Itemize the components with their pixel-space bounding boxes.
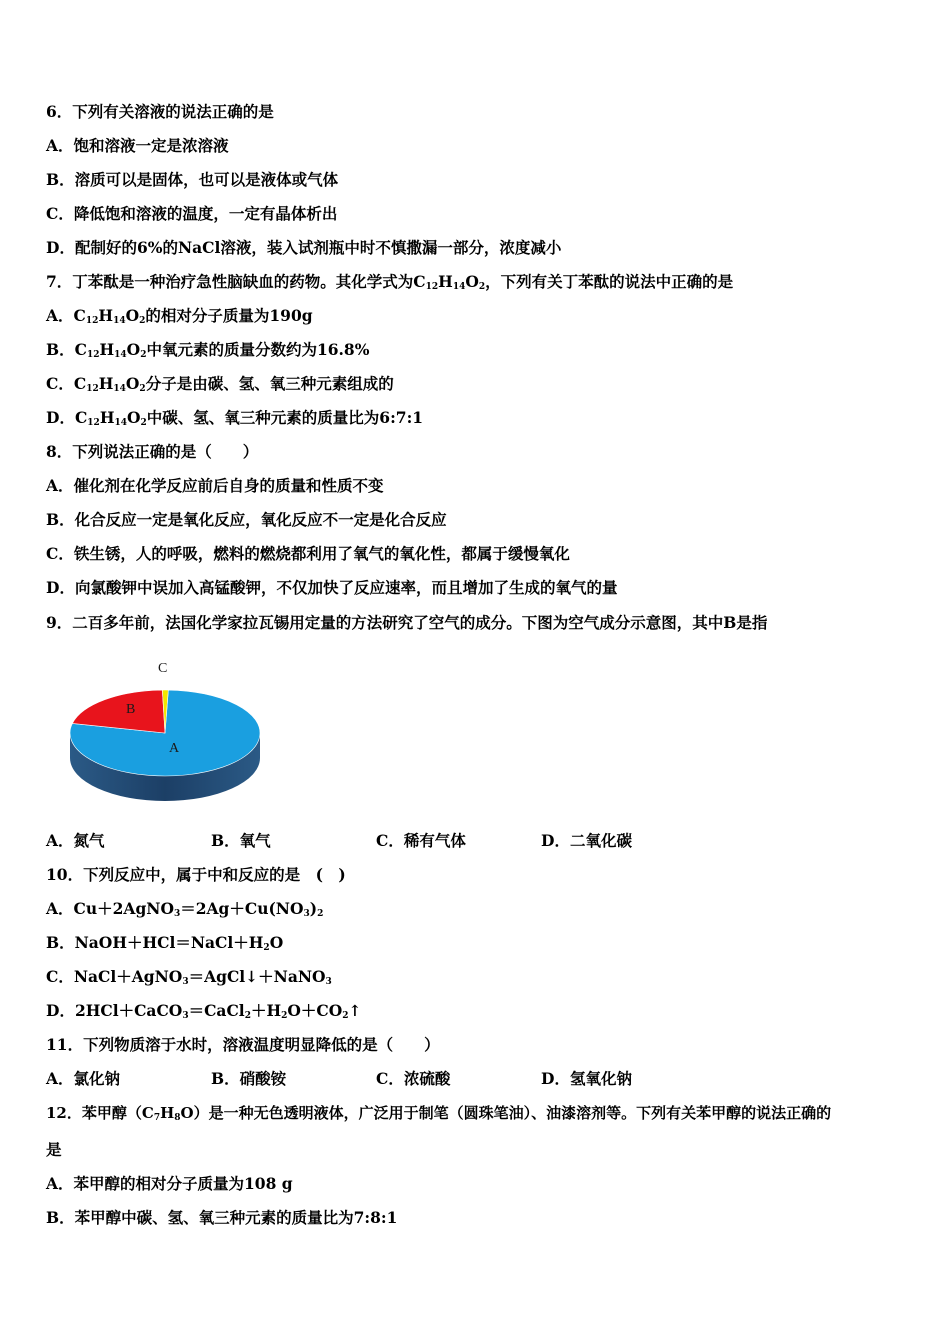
eq-part: ＝AgCl↓＋NaNO: [188, 967, 326, 986]
q8-stem: 8．下列说法正确的是（ ）: [46, 442, 259, 461]
q11-option-c[interactable]: C．浓硫酸: [376, 1069, 451, 1088]
option-label: C．: [46, 374, 74, 393]
eq-part: ＝CaCl: [188, 1001, 245, 1020]
formula-c: C: [73, 306, 86, 325]
q7-option-d[interactable]: [46, 408, 423, 428]
formula-o: O: [125, 306, 140, 325]
formula-o: O: [126, 340, 141, 359]
q8-option-c[interactable]: C．铁生锈，人的呼吸，燃料的燃烧都利用了氧气的氧化性，都属于缓慢氧化: [46, 544, 570, 563]
eq-part: ↑: [348, 1001, 362, 1020]
eq-part: ＝2Ag＋Cu(NO: [180, 899, 304, 918]
q7-stem: [46, 272, 733, 292]
option-text: 的相对分子质量为190g: [145, 306, 313, 325]
formula-h: H: [98, 306, 114, 325]
formula-sub: 12: [85, 316, 99, 326]
q9-option-d[interactable]: D．二氧化碳: [541, 831, 632, 850]
slice-label-a: A: [169, 741, 180, 756]
q11-stem: 11．下列物质溶于水时，溶液温度明显降低的是（ ）: [46, 1035, 440, 1054]
formula-sub: 12: [425, 282, 439, 292]
eq-part: B．NaOH＋HCl＝NaCl＋H: [46, 933, 264, 952]
formula-sub: 14: [114, 350, 127, 360]
formula-sub: 2: [139, 384, 146, 394]
formula-o: O: [465, 272, 479, 291]
option-label: D．: [46, 408, 75, 427]
eq-part: ＋H: [250, 1001, 282, 1020]
q7-stem-post: ，下列有关丁苯酞的说法中正确的是: [485, 272, 734, 291]
formula-sub: 8: [174, 1113, 181, 1123]
q8-option-b[interactable]: B．化合反应一定是氧化反应，氧化反应不一定是化合反应: [46, 510, 447, 529]
formula-sub: 14: [452, 282, 466, 292]
formula-sub: 14: [113, 384, 126, 394]
q12-stem-post: O）是一种无色透明液体，广泛用于制笔（圆珠笔油）、油漆溶剂等。下列有关苯甲醇的说法正确的: [180, 1104, 832, 1122]
formula-c: C: [73, 374, 87, 393]
q10-option-c[interactable]: [46, 967, 332, 987]
q12-stem-pre: 12．苯甲醇（C: [46, 1104, 154, 1122]
formula-sub: 7: [153, 1113, 161, 1123]
eq-part: O＋CO: [287, 1001, 343, 1020]
q12-option-b[interactable]: B．苯甲醇中碳、氢、氧三种元素的质量比为7:8:1: [46, 1208, 398, 1227]
q9-stem: 9．二百多年前，法国化学家拉瓦锡用定量的方法研究了空气的成分。下图为空气成分示意图，其中B是指: [46, 613, 768, 632]
q7-stem-pre: 7．丁苯酞是一种治疗急性脑缺血的药物。其化学式为C: [46, 272, 426, 291]
formula-o: O: [125, 374, 140, 393]
q9-option-a[interactable]: A．氮气: [46, 831, 105, 850]
option-text: 中氧元素的质量分数约为16.8%: [146, 340, 370, 359]
formula-sub: 2: [478, 282, 486, 292]
eq-part: ): [309, 899, 318, 918]
q9-option-c[interactable]: C．稀有气体: [376, 831, 466, 850]
q10-option-d[interactable]: [46, 1001, 362, 1021]
slice-label-c: C: [158, 661, 168, 676]
q10-option-a[interactable]: [46, 899, 323, 919]
formula-sub: 12: [87, 418, 100, 428]
eq-sub: 2: [281, 1011, 288, 1021]
q6-option-b[interactable]: B．溶质可以是固体，也可以是液体或气体: [46, 170, 339, 189]
formula-sub: 14: [114, 418, 128, 428]
formula-sub: 2: [140, 418, 147, 428]
q8-option-d[interactable]: D．向氯酸钾中误加入高锰酸钾，不仅加快了反应速率，而且增加了生成的氧气的量: [46, 578, 618, 597]
eq-sub: 3: [182, 977, 189, 987]
formula-o: O: [127, 408, 141, 427]
option-text: 分子是由碳、氢、氧三种元素组成的: [145, 374, 394, 393]
option-text: 中碳、氢、氧三种元素的质量比为6:7:1: [146, 408, 424, 427]
eq-sub: 2: [263, 943, 270, 953]
q12-stem: [46, 1103, 831, 1123]
q7-option-b[interactable]: [46, 340, 369, 360]
formula-sub: 2: [139, 316, 146, 326]
eq-part: O: [269, 933, 284, 952]
q11-option-a[interactable]: A．氯化钠: [46, 1069, 121, 1088]
formula-sub: 12: [86, 384, 99, 394]
formula-h: H: [99, 408, 115, 427]
q6-stem: 6．下列有关溶液的说法正确的是: [46, 102, 274, 121]
slice-label-b: B: [126, 702, 136, 717]
q6-option-c[interactable]: C．降低饱和溶液的温度，一定有晶体析出: [46, 204, 338, 223]
formula-sub: 2: [140, 350, 147, 360]
eq-sub: 3: [303, 909, 310, 919]
q12-stem-continued: 是: [46, 1140, 62, 1159]
q7-option-c[interactable]: [46, 374, 394, 394]
eq-sub: 2: [317, 909, 324, 919]
q12-stem-h: H: [160, 1104, 175, 1122]
eq-sub: 3: [182, 1011, 189, 1021]
formula-c: C: [74, 408, 88, 427]
eq-sub: 3: [173, 909, 181, 919]
formula-c: C: [74, 340, 87, 359]
eq-part: D．2HCl＋CaCO: [46, 1001, 183, 1020]
eq-sub: 2: [244, 1011, 251, 1021]
q11-option-d[interactable]: D．氢氧化钠: [541, 1069, 632, 1088]
eq-part: A．Cu＋2AgNO: [46, 899, 174, 918]
formula-h: H: [98, 374, 114, 393]
q10-stem: 10．下列反应中，属于中和反应的是 ( ): [46, 865, 346, 884]
q9-option-b[interactable]: B．氧气: [211, 831, 271, 850]
option-label: B．: [46, 340, 75, 359]
eq-part: C．NaCl＋AgNO: [46, 967, 183, 986]
option-label: A．: [46, 306, 74, 325]
q8-option-a[interactable]: A．催化剂在化学反应前后自身的质量和性质不变: [46, 476, 384, 495]
air-composition-pie-chart: [62, 656, 282, 811]
q6-option-a[interactable]: A．饱和溶液一定是浓溶液: [46, 136, 229, 155]
formula-h: H: [99, 340, 115, 359]
q12-option-a[interactable]: A．苯甲醇的相对分子质量为108 g: [46, 1174, 293, 1193]
eq-sub: 3: [325, 977, 332, 987]
formula-h: H: [438, 272, 453, 291]
eq-sub: 2: [342, 1011, 349, 1021]
formula-sub: 12: [86, 350, 100, 360]
q6-option-d[interactable]: D．配制好的6%的NaCl溶液，装入试剂瓶中时不慎撒漏一部分，浓度减小: [46, 238, 562, 257]
q7-option-a[interactable]: [46, 306, 313, 326]
q10-option-b[interactable]: [46, 933, 283, 953]
q11-option-b[interactable]: B．硝酸铵: [211, 1069, 287, 1088]
formula-sub: 14: [113, 316, 126, 326]
